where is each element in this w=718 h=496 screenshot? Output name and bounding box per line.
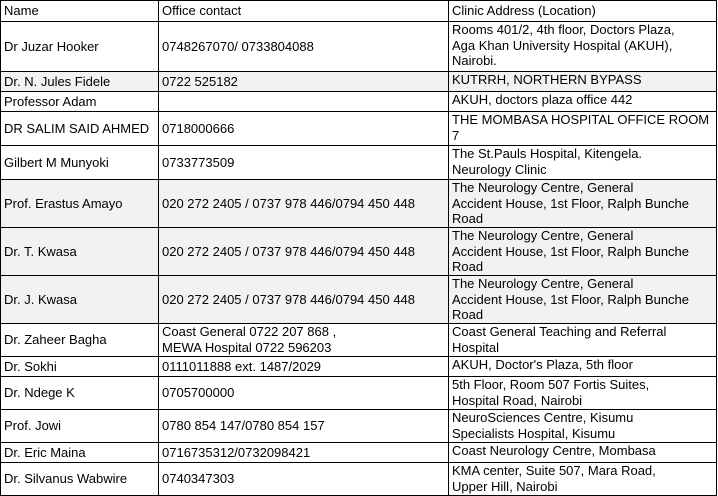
doctor-name-cell: Prof. Jowi	[1, 410, 159, 443]
address-line: Hospital Road, Nairobi	[452, 392, 583, 408]
doctor-name-cell: Dr. N. Jules Fidele	[1, 72, 159, 92]
office-contact-cell	[159, 92, 449, 112]
contact-line: 0718000666	[162, 120, 235, 136]
office-contact-cell	[159, 357, 449, 377]
office-contact-cell	[159, 324, 449, 357]
contact-line: MEWA Hospital 0722 596203	[162, 340, 332, 355]
clinic-address-cell	[449, 357, 717, 377]
address-line: 5th Floor, Room 507 Fortis Suites,	[452, 377, 650, 392]
address-line: Accident House, 1st Floor, Ralph Bunche	[452, 243, 690, 259]
doctor-name-cell: Dr. T. Kwasa	[1, 228, 159, 276]
doctor-name-cell: Dr. Zaheer Bagha	[1, 324, 159, 357]
address-line: Road	[452, 307, 484, 323]
doctor-name-cell: Professor Adam	[1, 92, 159, 112]
contact-line: 0780 854 147/0780 854 157	[162, 418, 325, 434]
table-row	[1, 377, 717, 410]
address-line: Upper Hill, Nairobi	[452, 478, 558, 494]
office-contact-cell	[159, 377, 449, 410]
table-row	[1, 72, 717, 92]
office-contact-cell	[159, 228, 449, 276]
doctor-name-cell: Prof. Erastus Amayo	[1, 180, 159, 228]
table-row	[1, 276, 717, 324]
contact-line: Coast General 0722 207 868 ,	[162, 324, 337, 340]
office-contact-cell	[159, 72, 449, 92]
address-line: Rooms 401/2, 4th floor, Doctors Plaza,	[452, 22, 675, 37]
clinic-address-cell	[449, 92, 717, 112]
office-contact-column-header: Office contact	[159, 1, 449, 22]
clinic-address-cell	[449, 443, 717, 463]
contact-line: 0748267070/ 0733804088	[162, 38, 314, 54]
clinic-address-cell	[449, 276, 717, 324]
name-column-header: Name	[1, 1, 159, 22]
address-line: Road	[452, 259, 484, 275]
office-contact-cell	[159, 180, 449, 228]
address-line: Specialists Hospital, Kisumu	[452, 425, 616, 441]
table-row	[1, 180, 717, 228]
address-line: The Neurology Centre, General	[452, 228, 634, 243]
table-row	[1, 22, 717, 72]
doctor-name-cell: Dr. J. Kwasa	[1, 276, 159, 324]
address-line: Nairobi.	[452, 53, 497, 69]
address-line: NeuroSciences Centre, Kisumu	[452, 410, 634, 425]
address-line: THE MOMBASA HOSPITAL OFFICE ROOM	[452, 112, 710, 127]
doctor-name-cell: Dr. Ndege K	[1, 377, 159, 410]
address-line: Hospital	[452, 339, 499, 355]
clinic-address-cell	[449, 180, 717, 228]
table-row	[1, 92, 717, 112]
address-line: KMA center, Suite 507, Mara Road,	[452, 463, 656, 478]
address-line: Coast General Teaching and Referral	[452, 324, 667, 339]
doctor-name-cell: Dr. Sokhi	[1, 357, 159, 377]
doctor-name-cell: Dr. Eric Maina	[1, 443, 159, 463]
clinic-address-cell	[449, 112, 717, 146]
office-contact-cell	[159, 22, 449, 72]
contact-line: 020 272 2405 / 0737 978 446/0794 450 448	[162, 243, 416, 259]
office-contact-cell	[159, 276, 449, 324]
address-line: Accident House, 1st Floor, Ralph Bunche	[452, 195, 690, 211]
address-line: Accident House, 1st Floor, Ralph Bunche	[452, 291, 690, 307]
contact-line: 0722 525182	[162, 73, 238, 89]
clinic-address-cell	[449, 377, 717, 410]
table-body	[1, 22, 717, 496]
clinic-address-cell	[449, 22, 717, 72]
clinic-address-cell	[449, 72, 717, 92]
contact-line: 0716735312/0732098421	[162, 444, 311, 460]
office-contact-cell	[159, 410, 449, 443]
clinic-address-cell	[449, 324, 717, 357]
address-line: Road	[452, 211, 484, 227]
table-row	[1, 410, 717, 443]
header-row	[1, 1, 717, 22]
contact-line: 0705700000	[162, 385, 235, 401]
table-row	[1, 443, 717, 463]
address-line: KUTRRH, NORTHERN BYPASS	[452, 72, 642, 87]
table-row	[1, 112, 717, 146]
table-row	[1, 357, 717, 377]
doctor-name-cell: Gilbert M Munyoki	[1, 146, 159, 180]
address-line: AKUH, Doctor's Plaza, 5th floor	[452, 357, 633, 372]
table-header	[1, 1, 717, 22]
office-contact-cell	[159, 443, 449, 463]
address-line: Coast Neurology Centre, Mombasa	[452, 443, 656, 458]
office-contact-cell	[159, 112, 449, 146]
address-line: 7	[452, 127, 460, 143]
table-row	[1, 324, 717, 357]
doctor-name-cell: Dr. Silvanus Wabwire	[1, 463, 159, 496]
address-line: Neurology Clinic	[452, 161, 547, 177]
office-contact-cell	[159, 146, 449, 180]
doctor-name-cell: DR SALIM SAID AHMED	[1, 112, 159, 146]
contact-line: 0740347303	[162, 471, 235, 487]
contact-line: 020 272 2405 / 0737 978 446/0794 450 448	[162, 195, 416, 211]
address-line: The St.Pauls Hospital, Kitengela.	[452, 146, 643, 161]
address-line: The Neurology Centre, General	[452, 276, 634, 291]
doctor-name-cell: Dr Juzar Hooker	[1, 22, 159, 72]
address-line: The Neurology Centre, General	[452, 180, 634, 195]
table-row	[1, 228, 717, 276]
contact-line: 0733773509	[162, 154, 235, 170]
address-line: AKUH, doctors plaza office 442	[452, 92, 633, 107]
clinic-address-cell	[449, 410, 717, 443]
table-row	[1, 463, 717, 496]
contact-line: 020 272 2405 / 0737 978 446/0794 450 448	[162, 291, 416, 307]
contact-line: 0111011888 ext. 1487/2029	[162, 358, 322, 374]
clinic-address-cell	[449, 463, 717, 496]
clinic-address-cell	[449, 146, 717, 180]
table-row	[1, 146, 717, 180]
clinic-address-column-header: Clinic Address (Location)	[449, 1, 717, 22]
clinic-address-cell	[449, 228, 717, 276]
address-line: Aga Khan University Hospital (AKUH),	[452, 37, 673, 53]
office-contact-cell	[159, 463, 449, 496]
